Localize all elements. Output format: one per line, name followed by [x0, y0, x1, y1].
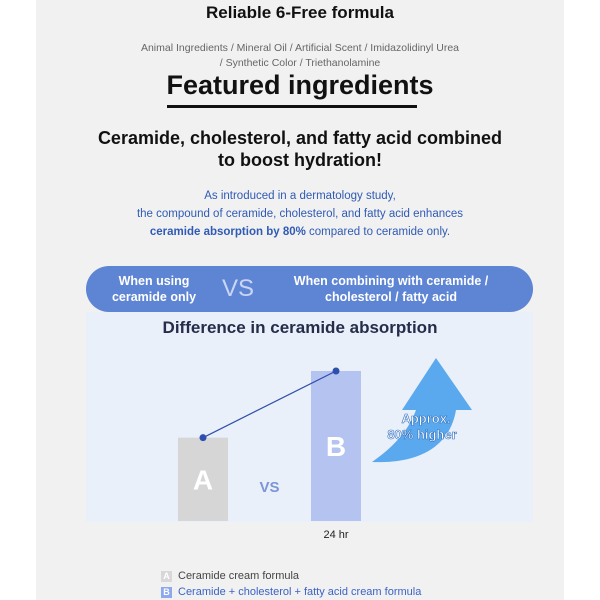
- study-line-2: the compound of ceramide, cholesterol, and fatty acid enhances: [136, 208, 464, 220]
- six-free-list-line-1: Animal Ingredients / Mineral Oil / Artificial Scent / Imidazolidinyl Urea: [140, 42, 460, 54]
- combined-line-1: When combining with ceramide /: [293, 274, 489, 288]
- study-line-3-rest: compared to ceramide only.: [305, 226, 451, 238]
- chart-legend: [161, 568, 421, 600]
- six-free-list-line-2: / Synthetic Color / Triethanolamine: [219, 57, 381, 69]
- six-free-title: Reliable 6-Free formula: [205, 3, 394, 22]
- legend-key-b: B: [161, 587, 172, 598]
- point-b: [333, 368, 340, 375]
- chart-title: Difference in ceramide absorption: [162, 318, 438, 337]
- ceramide-only-line-2: ceramide only: [111, 290, 197, 304]
- absorption-highlight: ceramide absorption by 80%: [149, 226, 306, 238]
- bars-vs-label: VS: [259, 479, 280, 496]
- bar-label-a: A: [192, 464, 214, 496]
- annotation-line-2: 80% higher: [387, 427, 457, 442]
- absorption-chart: [36, 0, 564, 600]
- annotation-line-1: Approx.: [401, 411, 451, 426]
- banner-vs-label: VS: [221, 275, 254, 302]
- study-line-1: As introduced in a dermatology study,: [204, 190, 396, 202]
- legend-item-b: [161, 584, 421, 600]
- ceramide-only-line-1: When using: [118, 274, 190, 288]
- legend-label-a: Ceramide cream formula: [178, 570, 300, 582]
- headline-line-1: Ceramide, cholesterol, and fatty acid combined: [97, 128, 503, 148]
- legend-label-b: Ceramide + cholesterol + fatty acid cream formula: [178, 586, 422, 598]
- featured-ingredients-title: Featured ingredients: [166, 70, 434, 100]
- headline-line-2: to boost hydration!: [218, 150, 382, 170]
- point-a: [200, 434, 207, 441]
- legend-item-a: [161, 568, 421, 584]
- product-detail-page: [36, 0, 564, 600]
- combined-line-2: cholesterol / fatty acid: [325, 290, 457, 304]
- legend-key-a: A: [161, 571, 172, 582]
- x-tick-label: 24 hr: [323, 529, 349, 541]
- bar-label-b: B: [325, 431, 347, 462]
